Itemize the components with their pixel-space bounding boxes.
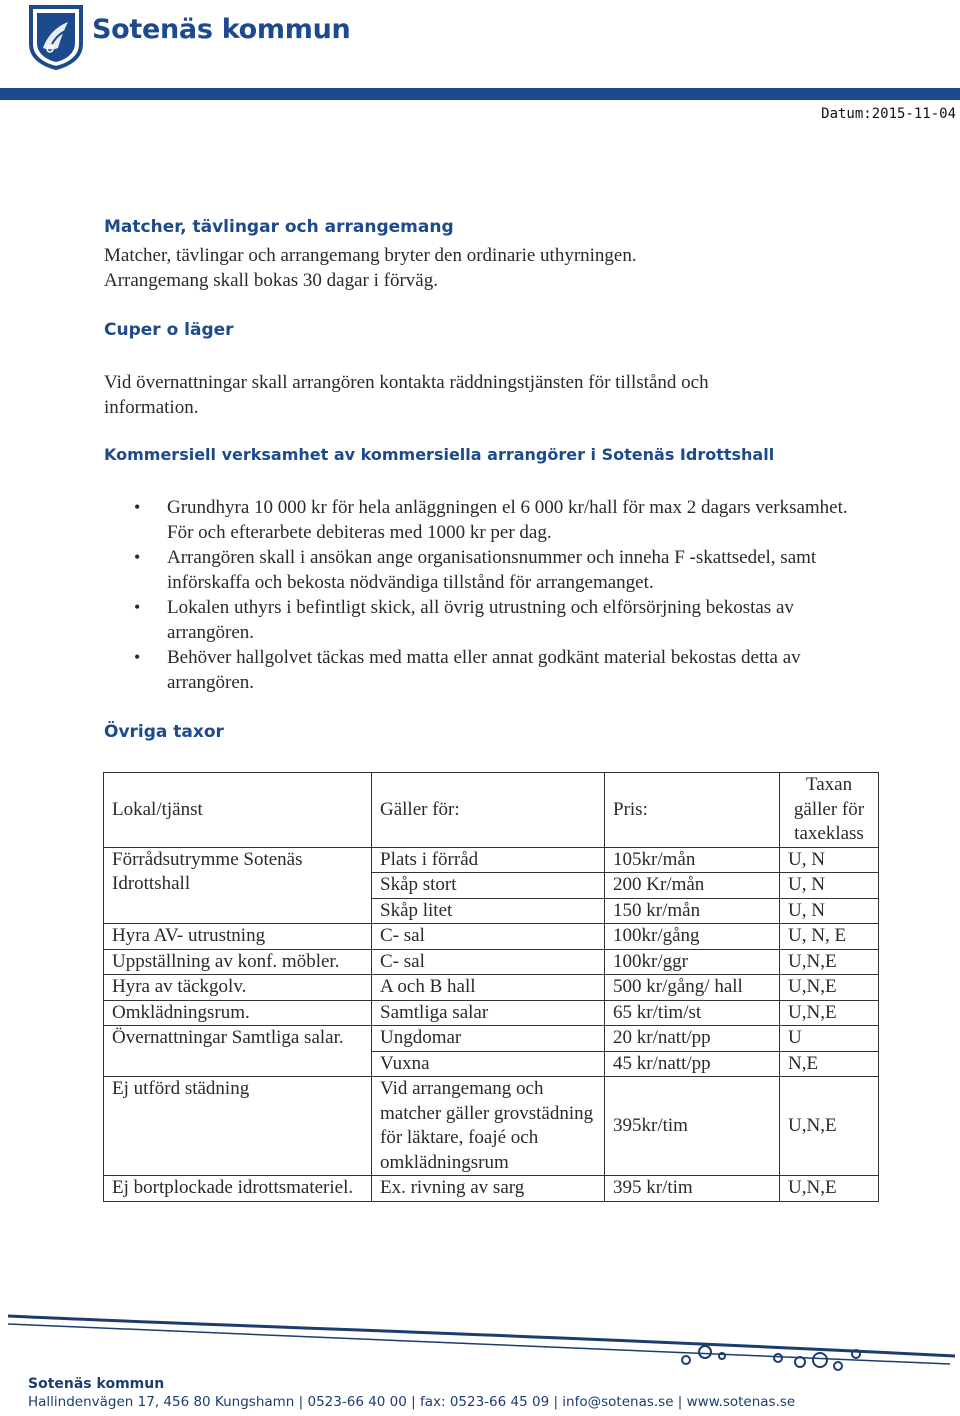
ovriga-heading: Övriga taxor (104, 722, 224, 742)
table-row (104, 975, 879, 1001)
table-cell: U, N (780, 898, 879, 924)
footer-contact-line: Hallindenvägen 17, 456 80 Kungshamn | 0523-66 40 00 | fax: 0523-66 45 09 | info@sotenas.se | www.sotenas.se (28, 1394, 796, 1410)
table-cell: Hyra AV- utrustning (104, 924, 372, 950)
bullet-item: • Grundhyra 10 000 kr för hela anläggningen el 6 000 kr/hall för max 2 dagars verksamhet. För och efterarbete debiteras med 1000 kr per dag. (104, 495, 864, 545)
cuper-heading: Cuper o läger (104, 320, 234, 340)
table-cell: Skåp stort (372, 873, 605, 899)
header-cell: Pris: (605, 773, 780, 848)
table-row (104, 1026, 879, 1052)
table-row (104, 949, 879, 975)
table-cell: 200 Kr/mån (605, 873, 780, 899)
table-cell: Övernattningar Samtliga salar. (104, 1026, 372, 1077)
table-cell: 500 kr/gång/ hall (605, 975, 780, 1001)
table-cell: Omklädningsrum. (104, 1000, 372, 1026)
table-cell: Vid arrangemang och matcher gäller grovstädning för läktare, foajé och omklädningsrum (372, 1077, 605, 1176)
table-cell: 45 kr/natt/pp (605, 1051, 780, 1077)
document-date: Datum:2015-11-04 (821, 106, 956, 122)
table-cell: Ej utförd städning (104, 1077, 372, 1176)
table-cell: U (780, 1026, 879, 1052)
brand-name: Sotenäs kommun (92, 14, 351, 45)
table-cell: U,N,E (780, 1077, 879, 1176)
municipality-logo-icon (28, 4, 84, 70)
header-cell: Gäller för: (372, 773, 605, 848)
table-cell: 65 kr/tim/st (605, 1000, 780, 1026)
table-cell: C- sal (372, 949, 605, 975)
table-cell: Förrådsutrymme Sotenäs Idrottshall (104, 847, 372, 924)
table-cell: A och B hall (372, 975, 605, 1001)
bullet-item: • Lokalen uthyrs i befintligt skick, all övrig utrustning och elförsörjning bekostas av arrangören. (104, 595, 864, 645)
table-cell: N,E (780, 1051, 879, 1077)
table-cell: Ungdomar (372, 1026, 605, 1052)
table-row (104, 1000, 879, 1026)
table-cell: Plats i förråd (372, 847, 605, 873)
table-cell: U,N,E (780, 1000, 879, 1026)
header-rule (0, 88, 960, 100)
matcher-text-2: Arrangemang skall bokas 30 dagar i förväg. (104, 270, 438, 291)
table-row (104, 847, 879, 873)
table-header-row (104, 773, 879, 848)
table-cell: U,N,E (780, 975, 879, 1001)
table-row (104, 1077, 879, 1176)
table-cell: 20 kr/natt/pp (605, 1026, 780, 1052)
tax-table (103, 772, 879, 1202)
table-cell: Ej bortplockade idrottsmateriel. (104, 1176, 372, 1202)
cuper-text: Vid övernattningar skall arrangören kontakta räddningstjänsten för tillstånd och information. (104, 372, 709, 418)
table-cell: Ex. rivning av sarg (372, 1176, 605, 1202)
table-cell: U,N,E (780, 949, 879, 975)
matcher-text-1: Matcher, tävlingar och arrangemang bryter den ordinarie uthyrningen. (104, 245, 637, 266)
table-cell: 105kr/mån (605, 847, 780, 873)
table-cell: Skåp litet (372, 898, 605, 924)
matcher-heading: Matcher, tävlingar och arrangemang (104, 217, 454, 237)
footer-org-name: Sotenäs kommun (28, 1376, 165, 1392)
table-cell: 395 kr/tim (605, 1176, 780, 1202)
header-cell: Taxan gäller för taxeklass (780, 773, 879, 848)
table-cell: U,N,E (780, 1176, 879, 1202)
table-cell: C- sal (372, 924, 605, 950)
table-cell: 395kr/tim (605, 1077, 780, 1176)
kommersiell-bullet-list (104, 495, 864, 695)
kommersiell-heading: Kommersiell verksamhet av kommersiella arrangörer i Sotenäs Idrottshall (104, 445, 775, 464)
table-cell: U, N (780, 847, 879, 873)
table-cell: 150 kr/mån (605, 898, 780, 924)
table-row (104, 1176, 879, 1202)
table-cell: Uppställning av konf. möbler. (104, 949, 372, 975)
bullet-item: • Behöver hallgolvet täckas med matta eller annat godkänt material bekostas detta av arrangören. (104, 645, 864, 695)
table-cell: U, N, E (780, 924, 879, 950)
table-cell: U, N (780, 873, 879, 899)
table-row (104, 924, 879, 950)
footer-wave-decoration (0, 1300, 960, 1380)
table-cell: Hyra av täckgolv. (104, 975, 372, 1001)
bullet-item: • Arrangören skall i ansökan ange organisationsnummer och inneha F -skattsedel, samt införskaffa och bekosta nödvändiga tillstånd för arrangemanget. (104, 545, 864, 595)
table-cell: 100kr/gång (605, 924, 780, 950)
table-cell: Samtliga salar (372, 1000, 605, 1026)
table-cell: 100kr/ggr (605, 949, 780, 975)
header-cell: Lokal/tjänst (104, 773, 372, 848)
table-cell: Vuxna (372, 1051, 605, 1077)
